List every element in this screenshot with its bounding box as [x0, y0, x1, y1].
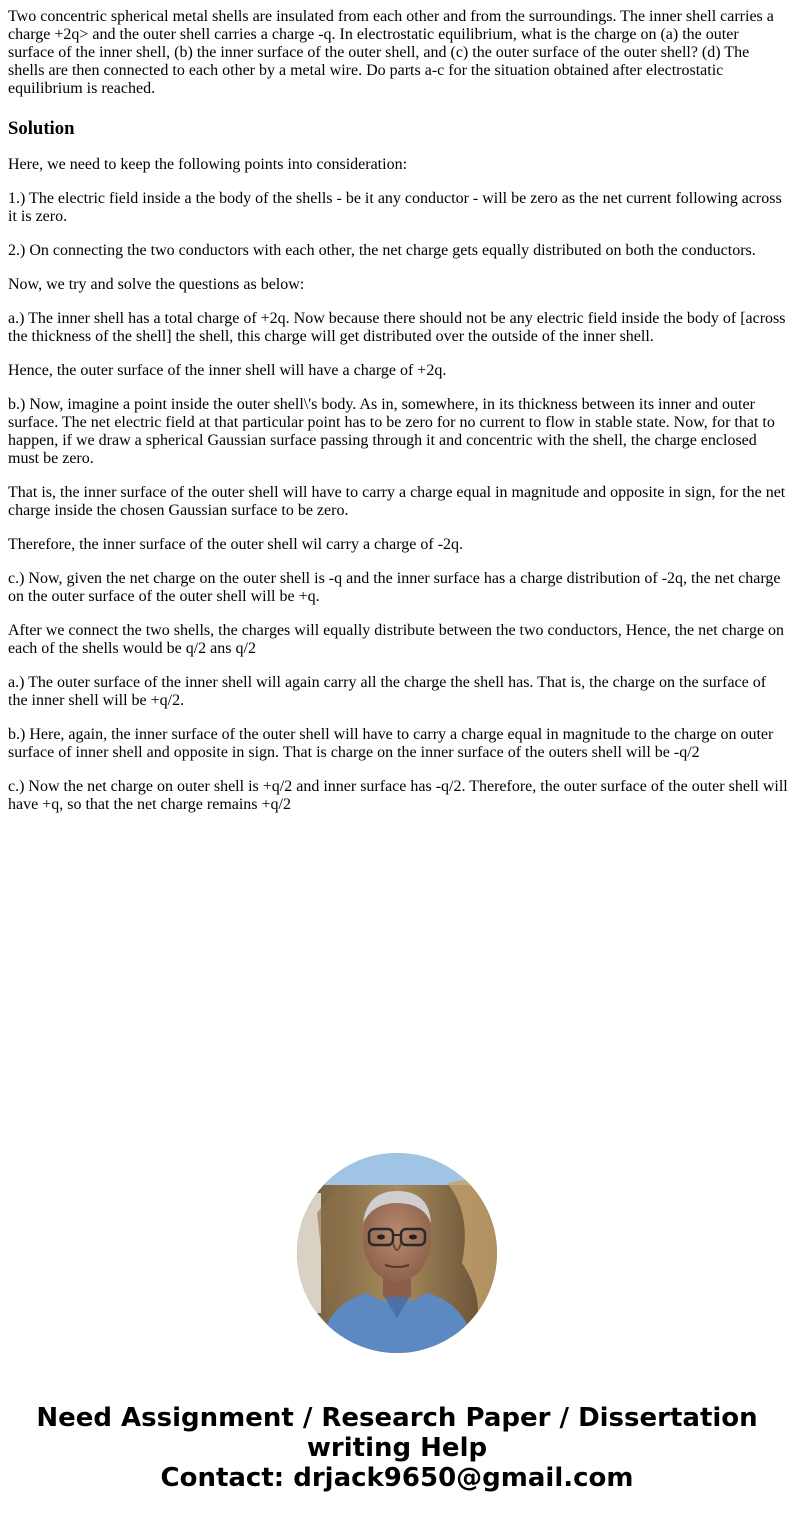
solution-paragraph: After we connect the two shells, the charges will equally distribute between the two conductors, Hence, the net charge on each of the shells would be q/2 ans q/2 [8, 622, 785, 657]
solution-paragraph: Hence, the outer surface of the inner shell will have a charge of +2q. [8, 362, 447, 379]
portrait-image [297, 1153, 497, 1353]
solution-paragraph: b.) Here, again, the inner surface of the outer shell will have to carry a charge equal in magnitude to the charge on outer surface of inner shell and opposite in sign. That is charge on the inner surface of the outers shell will be -q/2 [8, 726, 774, 761]
question-text: Two concentric spherical metal shells are insulated from each other and from the surroundings. The inner shell carries a charge +2q> and the outer shell carries a charge -q. In electrostatic equilibrium, what is the charge on (a) the outer surface of the inner shell, (b) the inner surface of the outer shell, and (c) the outer surface of the outer shell? (d) The shells are then connected to each other by a metal wire. Do parts a-c for the situation obtained after electrostatic equilibrium is reached. [8, 8, 774, 97]
solution-paragraph: a.) The inner shell has a total charge of +2q. Now because there should not be any electric field inside the body of [across the thickness of the shell] the shell, this charge will get distributed over the outside of the inner shell. [8, 310, 786, 345]
solution-paragraph: 2.) On connecting the two conductors with each other, the net charge gets equally distributed on both the conductors. [8, 242, 756, 259]
solution-paragraph: Here, we need to keep the following points into consideration: [8, 156, 408, 173]
ad-line-2: writing Help [306, 1433, 488, 1463]
solution-paragraph: b.) Now, imagine a point inside the outer shell\'s body. As in, somewhere, in its thickness between its inner and outer surface. The net electric field at that particular point has to be zero for no current to flow in stable state. Now, for that to happen, if we draw a spherical Gaussian surface passing through it and concentric with the shell, the charge enclosed must be zero. [8, 396, 775, 467]
solution-paragraph: Therefore, the inner surface of the outer shell wil carry a charge of -2q. [8, 536, 464, 553]
avatar [297, 1153, 497, 1353]
article-content [8, 8, 788, 830]
ad-line-1: Need Assignment / Research Paper / Dissertation [36, 1403, 758, 1433]
solution-paragraph: 1.) The electric field inside a the body of the shells - be it any conductor - will be zero as the net current following across it is zero. [8, 190, 782, 225]
solution-paragraph: a.) The outer surface of the inner shell will again carry all the charge the shell has. That is, the charge on the surface of the inner shell will be +q/2. [8, 674, 767, 709]
solution-paragraph: Now, we try and solve the questions as below: [8, 276, 305, 293]
ad-contact-line: Contact: drjack9650@gmail.com [160, 1463, 634, 1493]
solution-heading: Solution [8, 118, 75, 139]
solution-paragraph: That is, the inner surface of the outer shell will have to carry a charge equal in magnitude and opposite in sign, for the net charge inside the chosen Gaussian surface to be zero. [8, 484, 786, 519]
solution-paragraph: c.) Now the net charge on outer shell is +q/2 and inner surface has -q/2. Therefore, the outer surface of the outer shell will have +q, so that the net charge remains +q/2 [8, 778, 788, 813]
help-advertisement [0, 1403, 794, 1493]
solution-paragraph: c.) Now, given the net charge on the outer shell is -q and the inner surface has a charge distribution of -2q, the net charge on the outer surface of the outer shell will be +q. [8, 570, 781, 605]
